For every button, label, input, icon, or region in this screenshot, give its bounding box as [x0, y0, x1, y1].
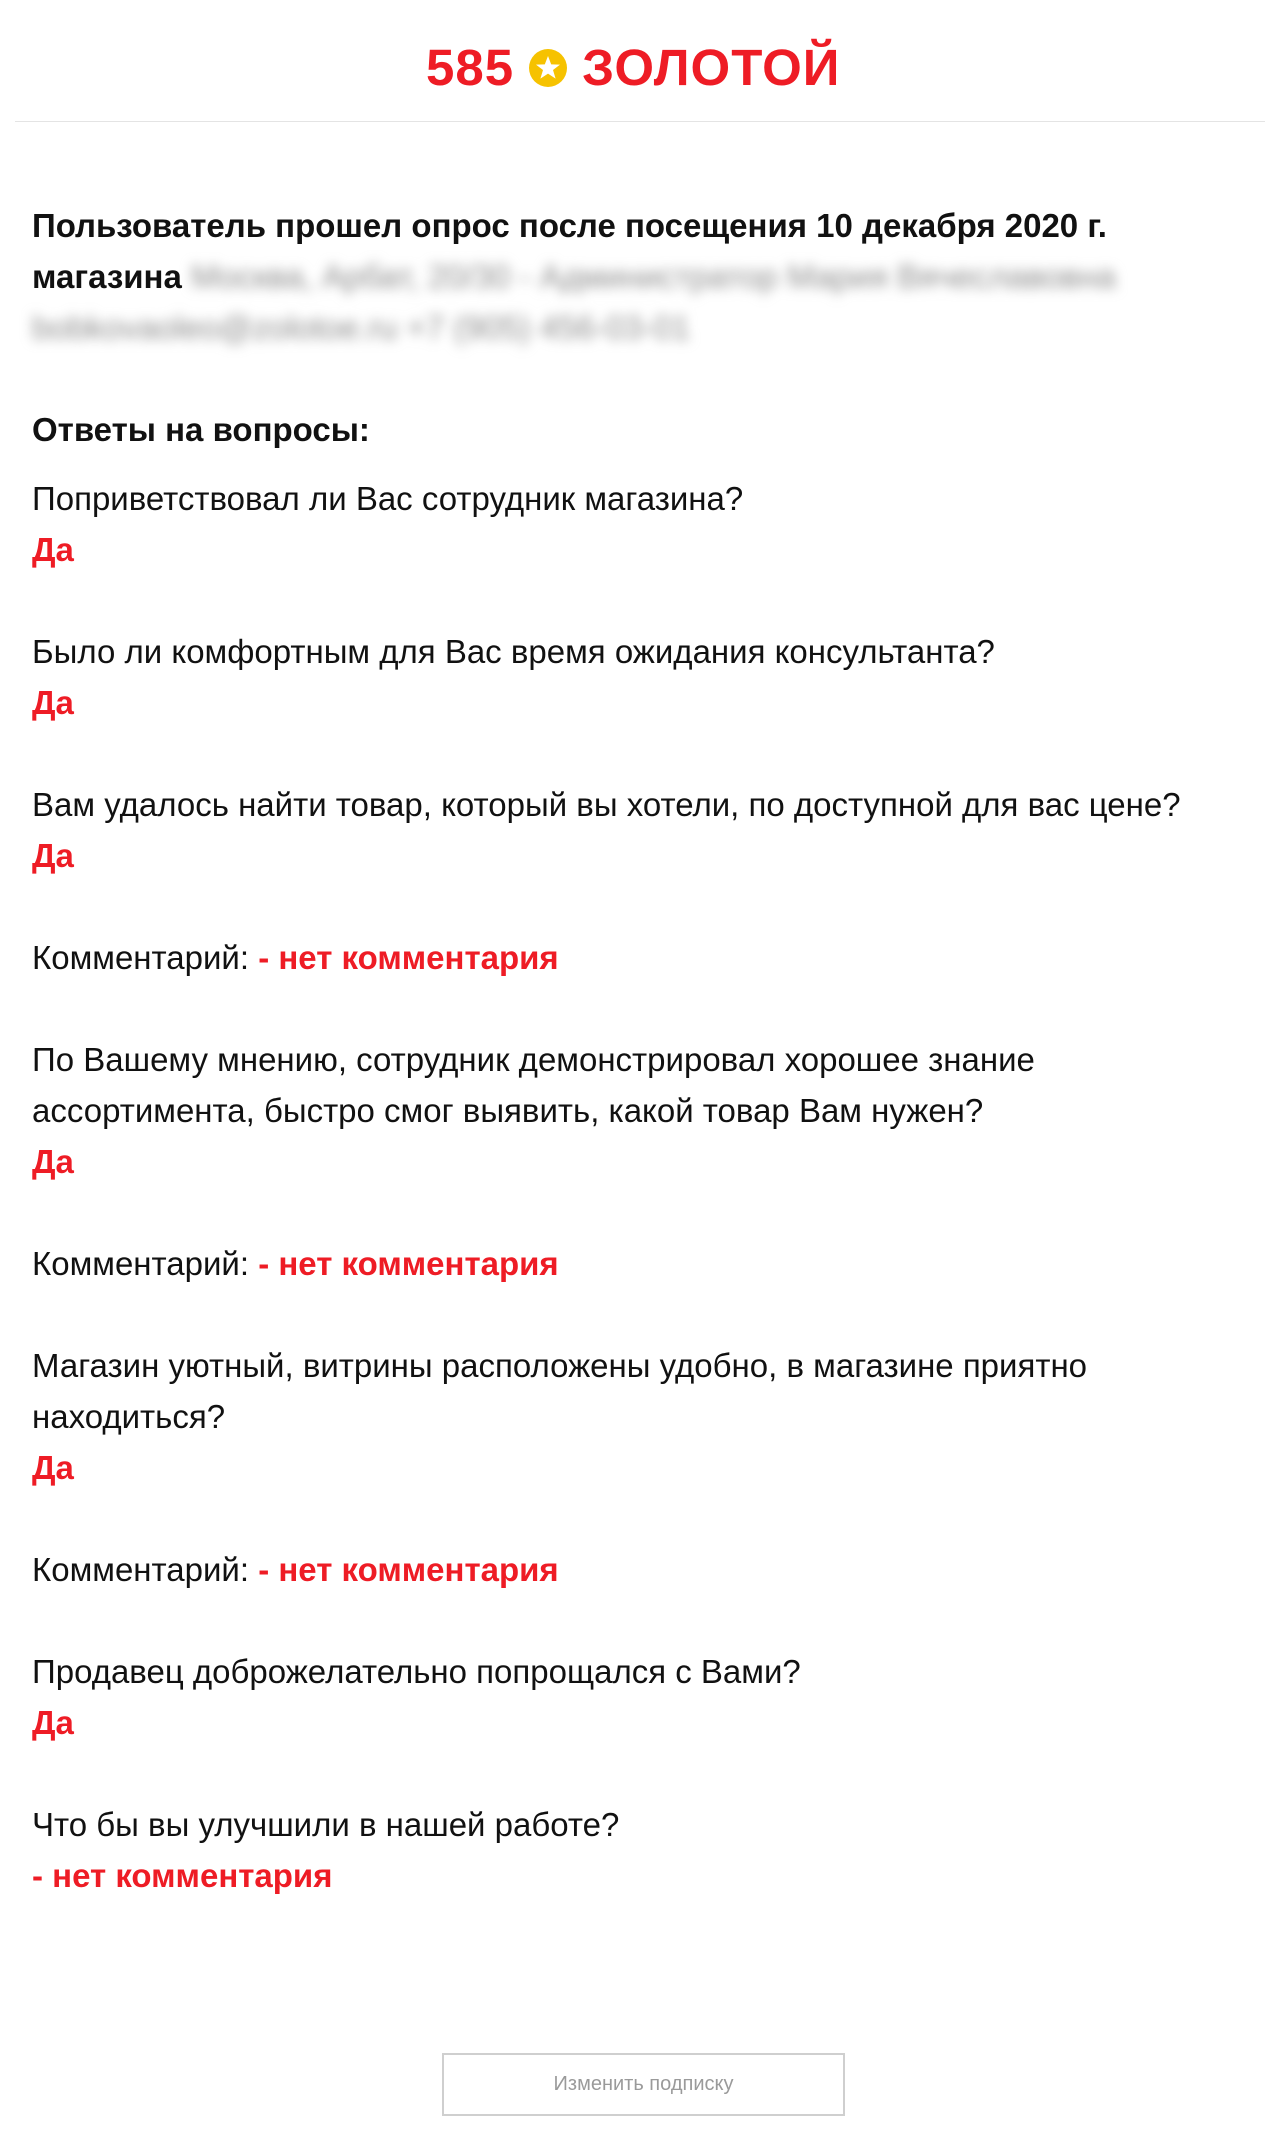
- comment-line: [32, 932, 1252, 983]
- comment-label: Комментарий:: [32, 1551, 250, 1588]
- question-text: По Вашему мнению, сотрудник демонстрировал хорошее знание ассортимента, быстро смог выявить, какой товар Вам нужен?: [32, 1041, 1035, 1129]
- answer-text: Да: [32, 684, 74, 721]
- comment-label: Комментарий:: [32, 939, 250, 976]
- question-block: [32, 1034, 1252, 1187]
- comment-line: [32, 1544, 1252, 1595]
- comment-label: Комментарий:: [32, 1245, 250, 1282]
- answer-text: Да: [32, 1704, 74, 1741]
- answer-text: Да: [32, 1143, 74, 1180]
- answer-text: - нет комментария: [32, 1857, 333, 1894]
- header-divider: [15, 121, 1265, 122]
- comment-value: - нет комментария: [258, 1245, 559, 1282]
- question-text: Продавец доброжелательно попрощался с Вами?: [32, 1653, 801, 1690]
- comment-line: [32, 1238, 1252, 1289]
- answer-text: Да: [32, 531, 74, 568]
- answer-text: Да: [32, 1449, 74, 1486]
- intro-text: Пользователь прошел опрос после посещения 10 декабря 2020 г. магазина: [32, 207, 1107, 295]
- question-text: Что бы вы улучшили в нашей работе?: [32, 1806, 620, 1843]
- answer-text: Да: [32, 837, 74, 874]
- store-info-blurred: Москва, Арбат, 20/30 - Администратор Мария Вячеславовна bobkovaoleo@zolotoe.ru +7 (905) 456-03-01: [32, 258, 1116, 346]
- survey-content: [32, 200, 1252, 1952]
- question-text: Поприветствовал ли Вас сотрудник магазина?: [32, 480, 744, 517]
- question-block: [32, 1799, 1252, 1901]
- brand-logo[interactable]: [426, 38, 840, 98]
- question-block: [32, 473, 1252, 575]
- question-block: [32, 626, 1252, 728]
- comment-value: - нет комментария: [258, 939, 559, 976]
- answers-title: Ответы на вопросы:: [32, 411, 370, 448]
- brand-number: 585: [426, 39, 515, 96]
- question-block: [32, 1340, 1252, 1493]
- change-subscription-button[interactable]: Изменить подписку: [442, 2053, 845, 2116]
- question-text: Было ли комфортным для Вас время ожидания консультанта?: [32, 633, 995, 670]
- question-block: [32, 1646, 1252, 1748]
- question-block: [32, 779, 1252, 881]
- survey-intro: [32, 200, 1252, 353]
- star-icon: [528, 48, 568, 88]
- comment-value: - нет комментария: [258, 1551, 559, 1588]
- brand-name: ЗОЛОТОЙ: [582, 39, 841, 96]
- email-header: [0, 0, 1280, 122]
- question-text: Магазин уютный, витрины расположены удобно, в магазине приятно находиться?: [32, 1347, 1088, 1435]
- question-text: Вам удалось найти товар, который вы хотели, по доступной для вас цене?: [32, 786, 1181, 823]
